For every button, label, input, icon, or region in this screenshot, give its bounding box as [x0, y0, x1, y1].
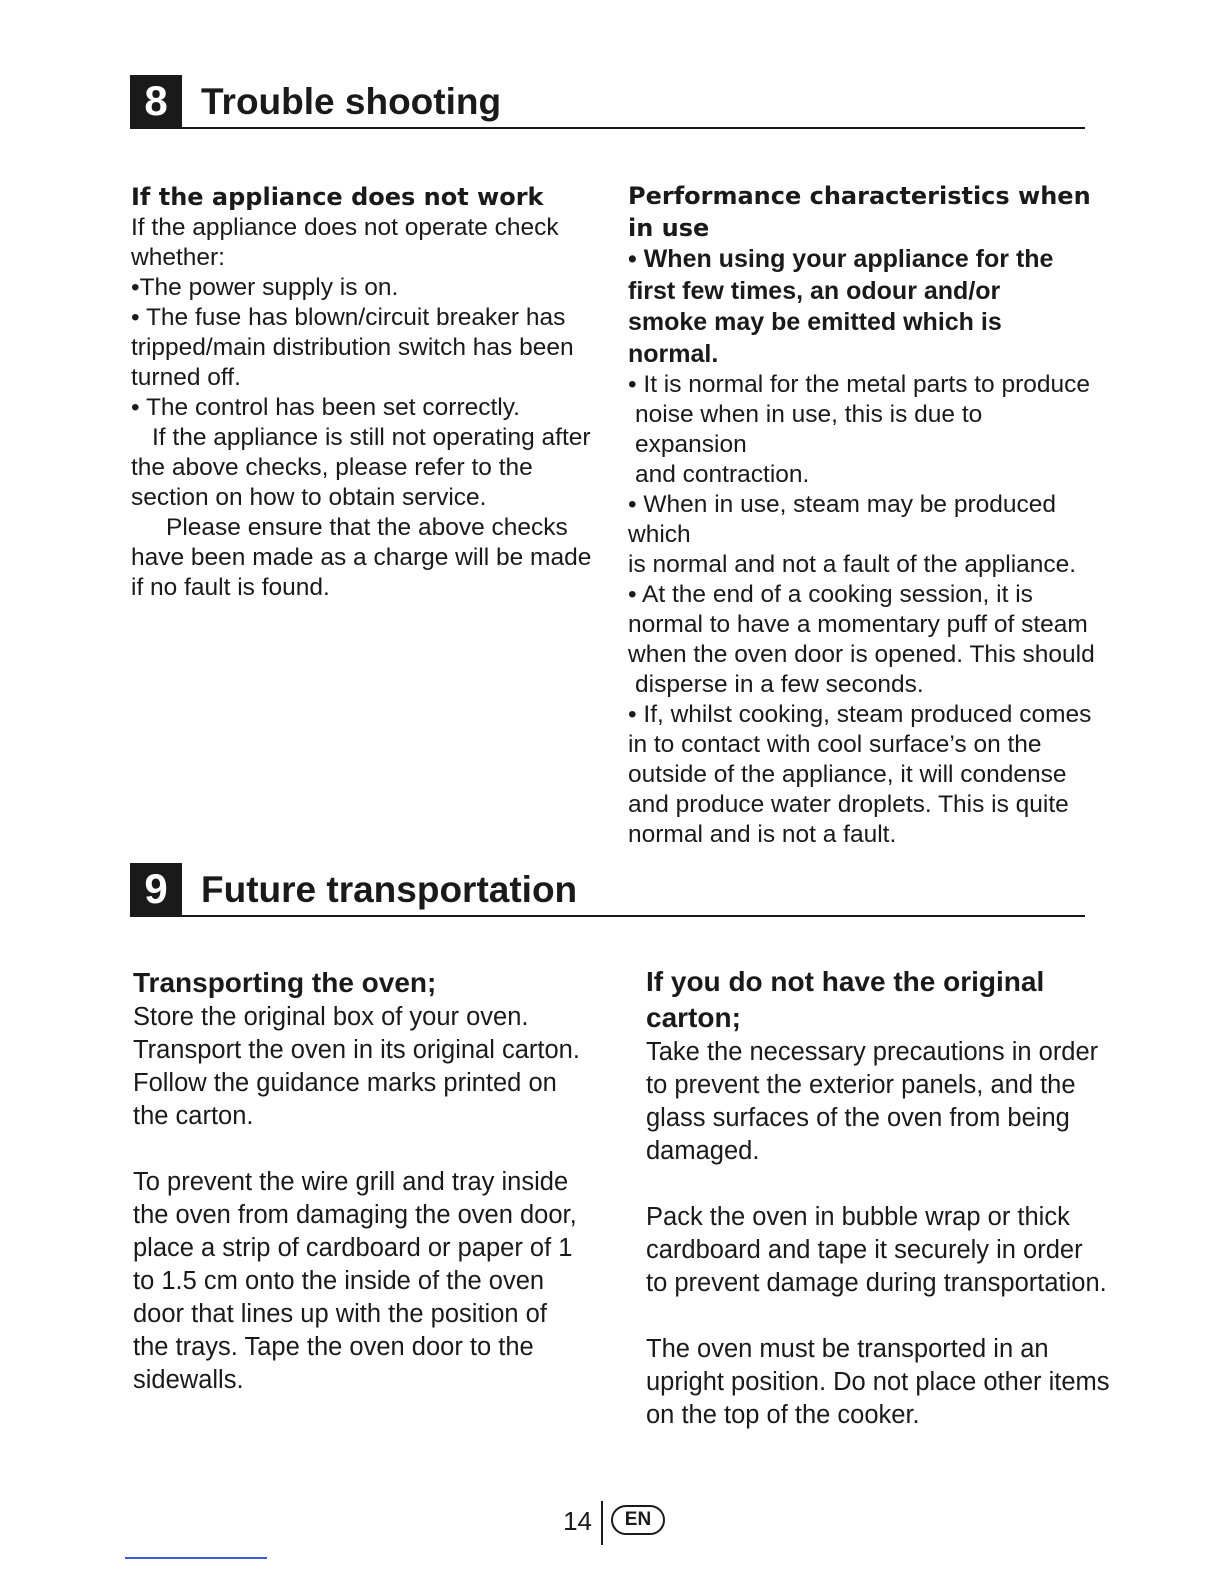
transportation-right-column [646, 964, 1116, 1432]
text-line: normal and is not a fault. [628, 821, 897, 848]
language-badge: EN [611, 1505, 665, 1535]
text-line: place a strip of cardboard or paper of 1 [133, 1234, 573, 1262]
text-line: outside of the appliance, it will condense [628, 761, 1067, 788]
bullet-item: •The power supply is on. [131, 274, 399, 301]
bold-note: • When using your appliance for the [628, 245, 1054, 273]
text-line: the oven from damaging the oven door, [133, 1201, 577, 1229]
text-line: tripped/main distribution switch has been [131, 334, 574, 361]
text-line: If the appliance is still not operating after [152, 424, 591, 451]
bullet-item: • It is normal for the metal parts to produce [628, 371, 1091, 398]
troubleshooting-right-column [628, 180, 1098, 850]
page-footer [0, 1497, 1224, 1547]
subsection-heading: in use [628, 214, 710, 242]
text-line: turned off. [131, 364, 241, 391]
bullet-item: • The control has been set correctly. [131, 394, 520, 421]
text-line: Take the necessary precautions in order [646, 1038, 1099, 1066]
bold-note: first few times, an odour and/or [628, 276, 1001, 305]
text-line: The oven must be transported in an [646, 1335, 1049, 1363]
text-line: on the top of the cooker. [646, 1401, 920, 1429]
text-line: the carton. [133, 1102, 254, 1130]
bold-note: smoke may be emitted which is [628, 308, 1002, 336]
text-line: which [628, 521, 691, 548]
subsection-heading: Transporting the oven; [133, 967, 437, 998]
text-line: the trays. Tape the oven door to the [133, 1333, 534, 1361]
transportation-left-column [133, 965, 603, 1397]
text-line: To prevent the wire grill and tray inside [133, 1168, 569, 1196]
text-line: door that lines up with the position of [133, 1300, 547, 1328]
text-line: in to contact with cool surface’s on the [628, 731, 1042, 758]
subsection-heading: If you do not have the original [646, 966, 1045, 997]
subsection-heading: carton; [646, 1002, 741, 1033]
text-line: Store the original box of your oven. [133, 1003, 529, 1031]
text-line: sidewalls. [133, 1366, 244, 1394]
text-line: glass surfaces of the oven from being [646, 1104, 1070, 1132]
text-line: when the oven door is opened. This should [628, 641, 1095, 668]
subsection-heading: Performance characteristics when [628, 182, 1091, 210]
link-underline [125, 1557, 267, 1559]
bold-note: normal. [628, 339, 719, 368]
text-line: if no fault is found. [131, 574, 330, 601]
subsection-heading: If the appliance does not work [131, 183, 544, 211]
text-line: to prevent the exterior panels, and the [646, 1071, 1076, 1099]
section-number-badge: 8 [130, 75, 182, 127]
text-line: noise when in use, this is due to expansion [635, 401, 983, 458]
text-line: Pack the oven in bubble wrap or thick [646, 1203, 1070, 1231]
bullet-item: • The fuse has blown/circuit breaker has [131, 304, 566, 331]
text-line: cardboard and tape it securely in order [646, 1236, 1083, 1264]
text-line: to 1.5 cm onto the inside of the oven [133, 1267, 545, 1295]
bullet-item: • If, whilst cooking, steam produced comes [628, 701, 1092, 728]
text-line: upright position. Do not place other items [646, 1368, 1110, 1396]
section-number-badge: 9 [130, 863, 182, 915]
section-9-header [130, 863, 1085, 917]
section-8-header [130, 75, 1085, 129]
text-line: have been made as a charge will be made [131, 544, 592, 571]
text-line: damaged. [646, 1137, 760, 1165]
page-number: 14 [563, 1506, 592, 1536]
section-title: Future transportation [201, 869, 578, 910]
bullet-item: • At the end of a cooking session, it is [628, 581, 1033, 608]
bullet-item: • When in use, steam may be produced [628, 491, 1057, 518]
text-line: and produce water droplets. This is quite [628, 791, 1069, 818]
text-line: Transport the oven in its original carton. [133, 1036, 580, 1064]
text-line: If the appliance does not operate check [131, 214, 559, 241]
text-line: whether: [131, 244, 225, 271]
text-line: to prevent damage during transportation. [646, 1269, 1107, 1297]
text-line: Follow the guidance marks printed on [133, 1069, 557, 1097]
section-title: Trouble shooting [201, 81, 502, 122]
troubleshooting-left-column [131, 181, 601, 603]
text-line: the above checks, please refer to the [131, 454, 533, 481]
text-line: section on how to obtain service. [131, 484, 487, 511]
text-line: is normal and not a fault of the appliance. [628, 551, 1077, 578]
text-line: normal to have a momentary puff of steam [628, 611, 1088, 638]
footer-divider [601, 1501, 603, 1545]
text-line: disperse in a few seconds. [635, 671, 924, 698]
text-line: Please ensure that the above checks [166, 514, 568, 541]
text-line: and contraction. [635, 461, 810, 488]
